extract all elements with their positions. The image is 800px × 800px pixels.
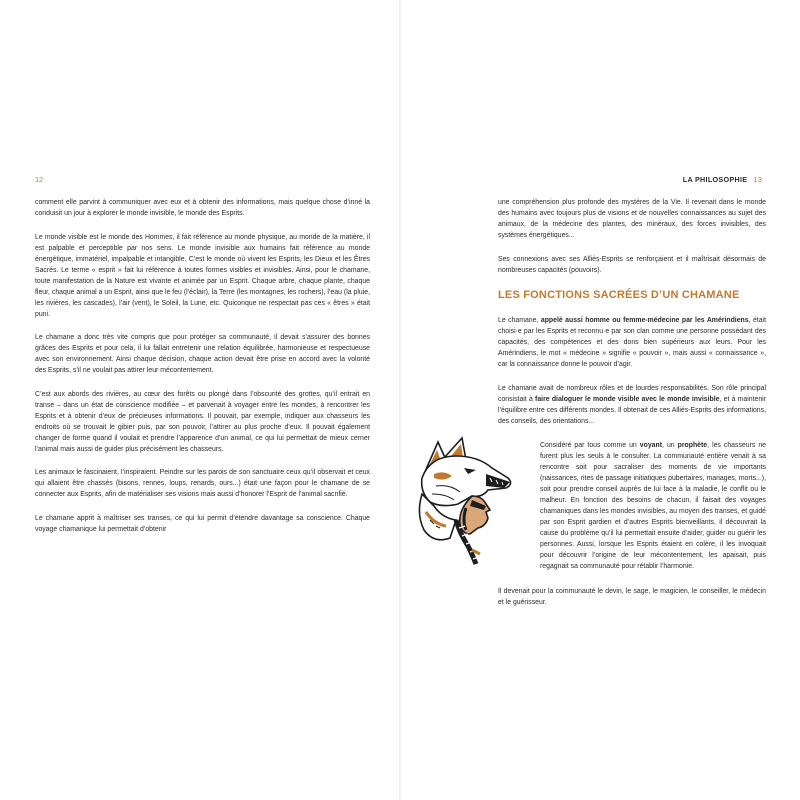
text-run: Le chamane avait de nombreux rôles et de lourdes responsabilités. Son rôle principal consistait à <box>498 385 766 403</box>
wrap-text <box>540 440 766 572</box>
illustrated-paragraph <box>498 440 766 572</box>
page-gutter <box>399 0 401 800</box>
left-page-body <box>35 197 370 547</box>
wolf-headdress-shaman-icon <box>416 434 528 568</box>
text-run: , et à maintenir l’équilibre entre ces différents mondes. Il obtenait de ces Alliés-Esprits des informations, des conseils, des orientations... <box>498 396 766 425</box>
seer-prophet-paragraph <box>540 440 766 572</box>
running-head <box>683 175 762 184</box>
shaman-role-paragraph <box>498 383 766 427</box>
left-paragraph-4: C’est aux abords des rivières, au cœur des forêts ou plongé dans l’obscurité des grottes, qu’il entrait en transe – dans un état de conscience modifiée – et parvenait à voyager entre les mondes, à rencontrer les Esprits et à obtenir d’eux de précieuses informations. Il pouvait, par exemple, indiquer aux chasseurs les endroits où se trouvait le gibier puis, par son pouvoir, l’attirer au plus proche d’eux. Il pouvait également changer de forme quand il voulait et prendre l’apparence d’un animal, ce qui lui permettait de mieux cerner l’animal mais aussi de guider plus précisément les chasseurs. <box>35 390 370 453</box>
text-run: , était choisi·e par les Esprits et reconnu·e par son clan comme une personne possédant des capacités, des compétences et des dons bien supérieurs aux leurs. Pour les Amérindiens, le mot « médecine » signifie « pouvoir », mais aussi « connaissance », car la connaissance donne le pouvoir d’agir. <box>498 317 766 368</box>
section-heading: LES FONCTIONS SACRÉES D’UN CHAMANE <box>498 289 740 301</box>
emphasis-text: appelé aussi homme ou femme-médecine par les Amérindiens <box>540 317 749 324</box>
page-number-left: 12 <box>35 175 43 184</box>
right-page-body <box>498 197 766 621</box>
shaman-definition-paragraph <box>498 315 766 370</box>
left-paragraph-3: Le chamane a donc très vite compris que pour protéger sa communauté, il devait s’assurer des bonnes grâces des Esprits et pour cela, il lui fallait entretenir une relation équilibrée, harmonieuse et respectueuse avec son environnement. Ainsi chaque décision, chaque action devait être prise en accord avec la volonté des Esprits, s’il ne voulait pas attirer leur mécontentement. <box>35 334 370 374</box>
left-paragraph-5: Les animaux le fascinaient, l’inspiraient. Peindre sur les parois de son sanctuaire ceux qu’il observait et ceux qui allaient être chassés (bisons, rennes, loups, renards, ours...) était une façon pour le chamane de se connecter aux Esprits, afin de matérialiser ses visions mais aussi d’honorer l’Esprit de l’animal sacrifié. <box>35 469 370 498</box>
page-number-right: 13 <box>753 175 762 184</box>
emphasis-text: faire dialoguer le monde visible avec le monde invisible <box>535 396 720 403</box>
running-head-title: LA PHILOSOPHIE <box>682 175 748 184</box>
emphasis-text: prophète <box>677 442 708 449</box>
closing-paragraph: Il devenait pour la communauté le devin, le sage, le magicien, le conseiller, le médecin et le guérisseur. <box>498 588 766 606</box>
left-paragraph-1: comment elle parvint à communiquer avec eux et à obtenir des informations, mais quelque chose d’inné la conduisit un jour à explorer le monde invisible, le monde des Esprits. <box>35 199 370 217</box>
text-run: Considéré par tous comme un <box>540 442 640 449</box>
text-run: Le chamane, <box>498 317 541 324</box>
emphasis-text: voyant <box>639 442 662 449</box>
right-intro-paragraph-2: Ses connexions avec ses Alliés-Esprits se renforçaient et il maîtrisait désormais de nombreuses capacités (pouvoirs). <box>498 256 766 274</box>
right-intro-paragraph-1: une compréhension plus profonde des mystères de la Vie. Il revenait dans le monde des humains avec toujours plus de visions et de nouvelles connaissances au sujet des animaux, de la médecine des plantes, des minéraux, des forces invisibles, des systèmes énergétiques... <box>498 199 766 239</box>
text-run: , les chasseurs ne furent plus les seuls à le consulter. La communauté entière venait à sa rencontre soit pour sacraliser des moments de vie importants (naissances, rites de passage initiatiques pubertaires, mariages, morts...), soit pour prendre conseil auprès de lui face à la maladie, le conflit ou le malheur. En fonction des besoins de chacun, il faisait des voyages chamaniques dans les mondes invisibles, au moyen des transes, et guidé par son Esprit gardien et d’autres Esprits bienveillants, il découvrait la cause du problème qu’il lui permettait ensuite d’aider, guider ou guérir les personnes. Aussi, lorsque les Esprits étaient en colère, il les invoquait pour découvrir l’origine de leur mécontentement, les apaisait, puis regagnait sa communauté pour rétablir l’harmonie. <box>540 442 766 570</box>
left-paragraph-2: Le monde visible est le monde des Hommes, il fait référence au monde physique, au monde de la matière, il est palpable et perceptible par nos sens. Le monde invisible aux humains fait référence au monde énergétique, immatériel, impalpable et intangible. C’est le monde où vivent les Esprits, les Dieux et les Êtres Sacrés. Le terme « esprit » fait lui référence à toutes formes visibles et invisibles. Ainsi, pour le chamane, toute manifestation de la Nature est vivante et animée par un Esprit. Chaque arbre, chaque plante, chaque fleur, chaque animal a un Esprit, ainsi que le feu (l’éclair), la Terre (les montagnes, les rochers), l’eau (la pluie, les rivières, les cascades), l’air (vent), le Soleil, la Lune, etc. Quiconque ne respectait pas ces « êtres » était puni. <box>35 233 370 318</box>
left-paragraph-6: Le chamane apprit à maîtriser ses transes, ce qui lui permit d’étendre davantage sa conscience. Chaque voyage chamanique lui permettait d’obtenir <box>35 514 370 533</box>
text-run: , un <box>662 442 678 449</box>
